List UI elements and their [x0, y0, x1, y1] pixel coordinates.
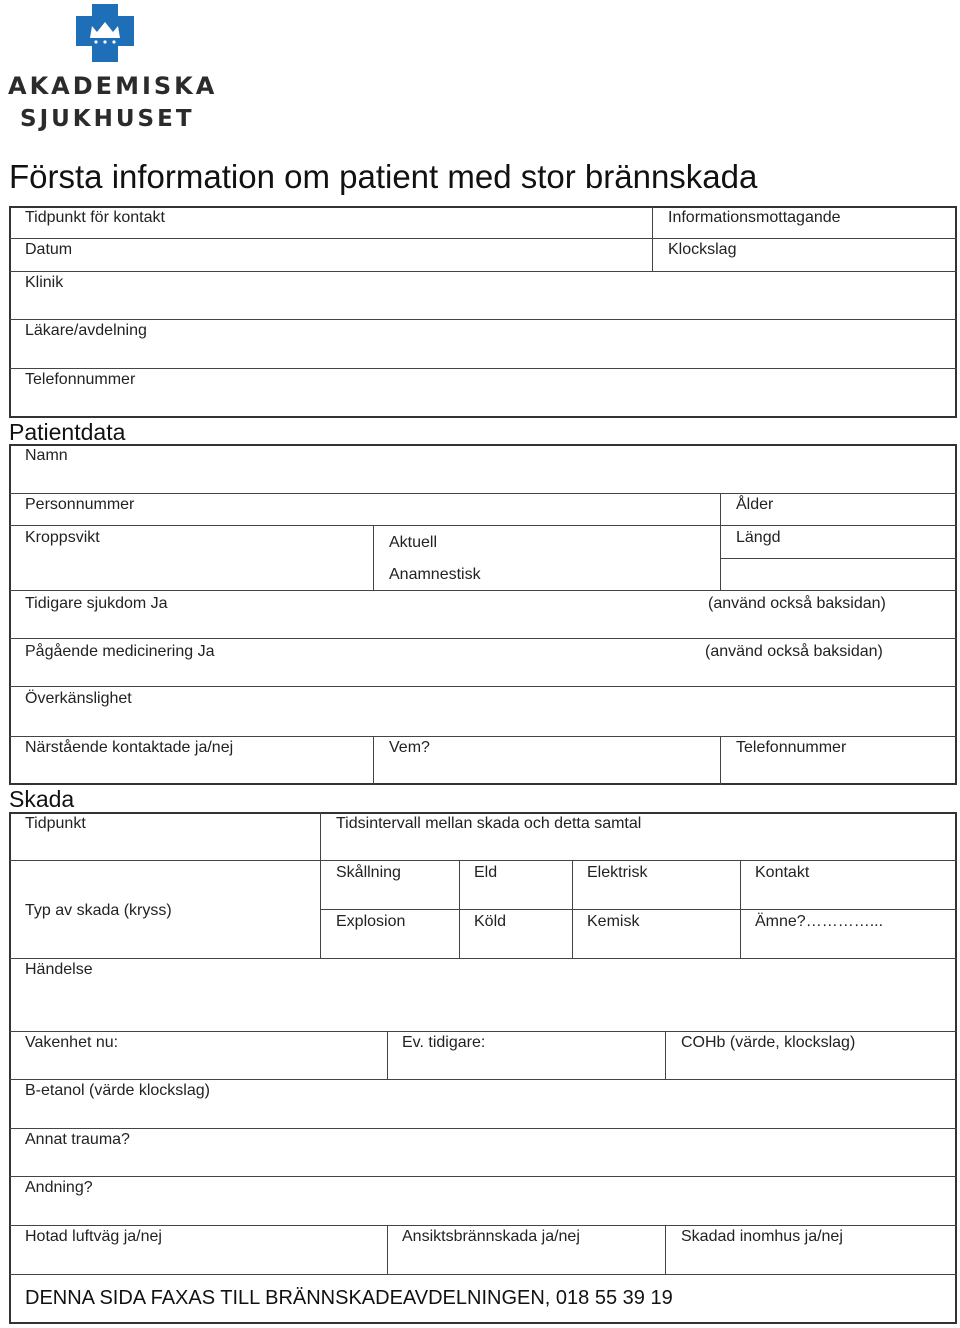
facial-burn-label: Ansiktsbrännskada ja/nej — [402, 1228, 580, 1245]
previous-illness-label: Tidigare sjukdom Ja — [25, 595, 168, 612]
clock-time-label: Klockslag — [668, 241, 737, 258]
time-interval-label: Tidsintervall mellan skada och detta samtal — [336, 815, 642, 832]
cold-option: Köld — [474, 913, 507, 930]
other-trauma-label: Annat trauma? — [25, 1131, 130, 1148]
patient-heading: Patientdata — [9, 419, 126, 445]
indoor-injury-label: Skadad inomhus ja/nej — [681, 1228, 843, 1245]
event-label: Händelse — [25, 961, 93, 978]
contact-time-label: Tidpunkt för kontakt — [25, 209, 165, 226]
patient-table — [9, 444, 957, 785]
body-weight-label: Kroppsvikt — [25, 529, 100, 546]
info-receiver-label: Informationsmottagande — [668, 209, 841, 226]
height-label: Längd — [736, 529, 781, 546]
consciousness-earlier-label: Ev. tidigare: — [402, 1034, 486, 1051]
scald-option: Skållning — [336, 864, 401, 881]
cohb-label: COHb (värde, klockslag) — [681, 1034, 856, 1051]
chemical-option: Kemisk — [587, 913, 640, 930]
injury-heading: Skada — [9, 786, 75, 812]
personal-number-label: Personnummer — [25, 496, 135, 513]
current-label: Aktuell — [389, 534, 438, 551]
hospital-logo — [4, 2, 218, 132]
injury-time-label: Tidpunkt — [25, 815, 86, 832]
logo-line-2: SJUKHUSET — [20, 106, 195, 132]
injury-type-label: Typ av skada (kryss) — [25, 902, 172, 919]
contact-phone-label: Telefonnummer — [25, 371, 136, 388]
contact-option: Kontakt — [755, 864, 810, 881]
name-label: Namn — [25, 447, 68, 464]
relatives-contacted-label: Närstående kontaktade ja/nej — [25, 739, 234, 756]
electrical-option: Elektrisk — [587, 864, 648, 881]
breathing-label: Andning? — [25, 1179, 93, 1196]
who-label: Vem? — [389, 739, 430, 756]
medication-note: (använd också baksidan) — [705, 643, 883, 660]
allergy-label: Överkänslighet — [25, 690, 132, 707]
age-label: Ålder — [736, 496, 774, 513]
anamnestic-label: Anamnestisk — [389, 566, 481, 583]
medication-label: Pågående medicinering Ja — [25, 643, 215, 660]
substance-option: Ämne?…………... — [755, 913, 884, 930]
logo-line-1: AKADEMISKA — [8, 72, 218, 100]
injury-table — [9, 812, 957, 1324]
doctor-ward-label: Läkare/avdelning — [25, 322, 147, 339]
cross-crown-logo-icon — [4, 2, 204, 72]
blood-ethanol-label: B-etanol (värde klockslag) — [25, 1082, 210, 1099]
previous-illness-note: (använd också baksidan) — [708, 595, 886, 612]
consciousness-now-label: Vakenhet nu: — [25, 1034, 119, 1051]
page-title: Första information om patient med stor brännskada — [9, 158, 758, 195]
fire-option: Eld — [474, 864, 498, 881]
fax-instruction-footer: DENNA SIDA FAXAS TILL BRÄNNSKADEAVDELNINGEN, 018 55 39 19 — [25, 1287, 673, 1309]
airway-threat-label: Hotad luftväg ja/nej — [25, 1228, 162, 1245]
date-label: Datum — [25, 241, 73, 258]
clinic-label: Klinik — [25, 274, 64, 291]
relative-phone-label: Telefonnummer — [736, 739, 847, 756]
explosion-option: Explosion — [336, 913, 406, 930]
